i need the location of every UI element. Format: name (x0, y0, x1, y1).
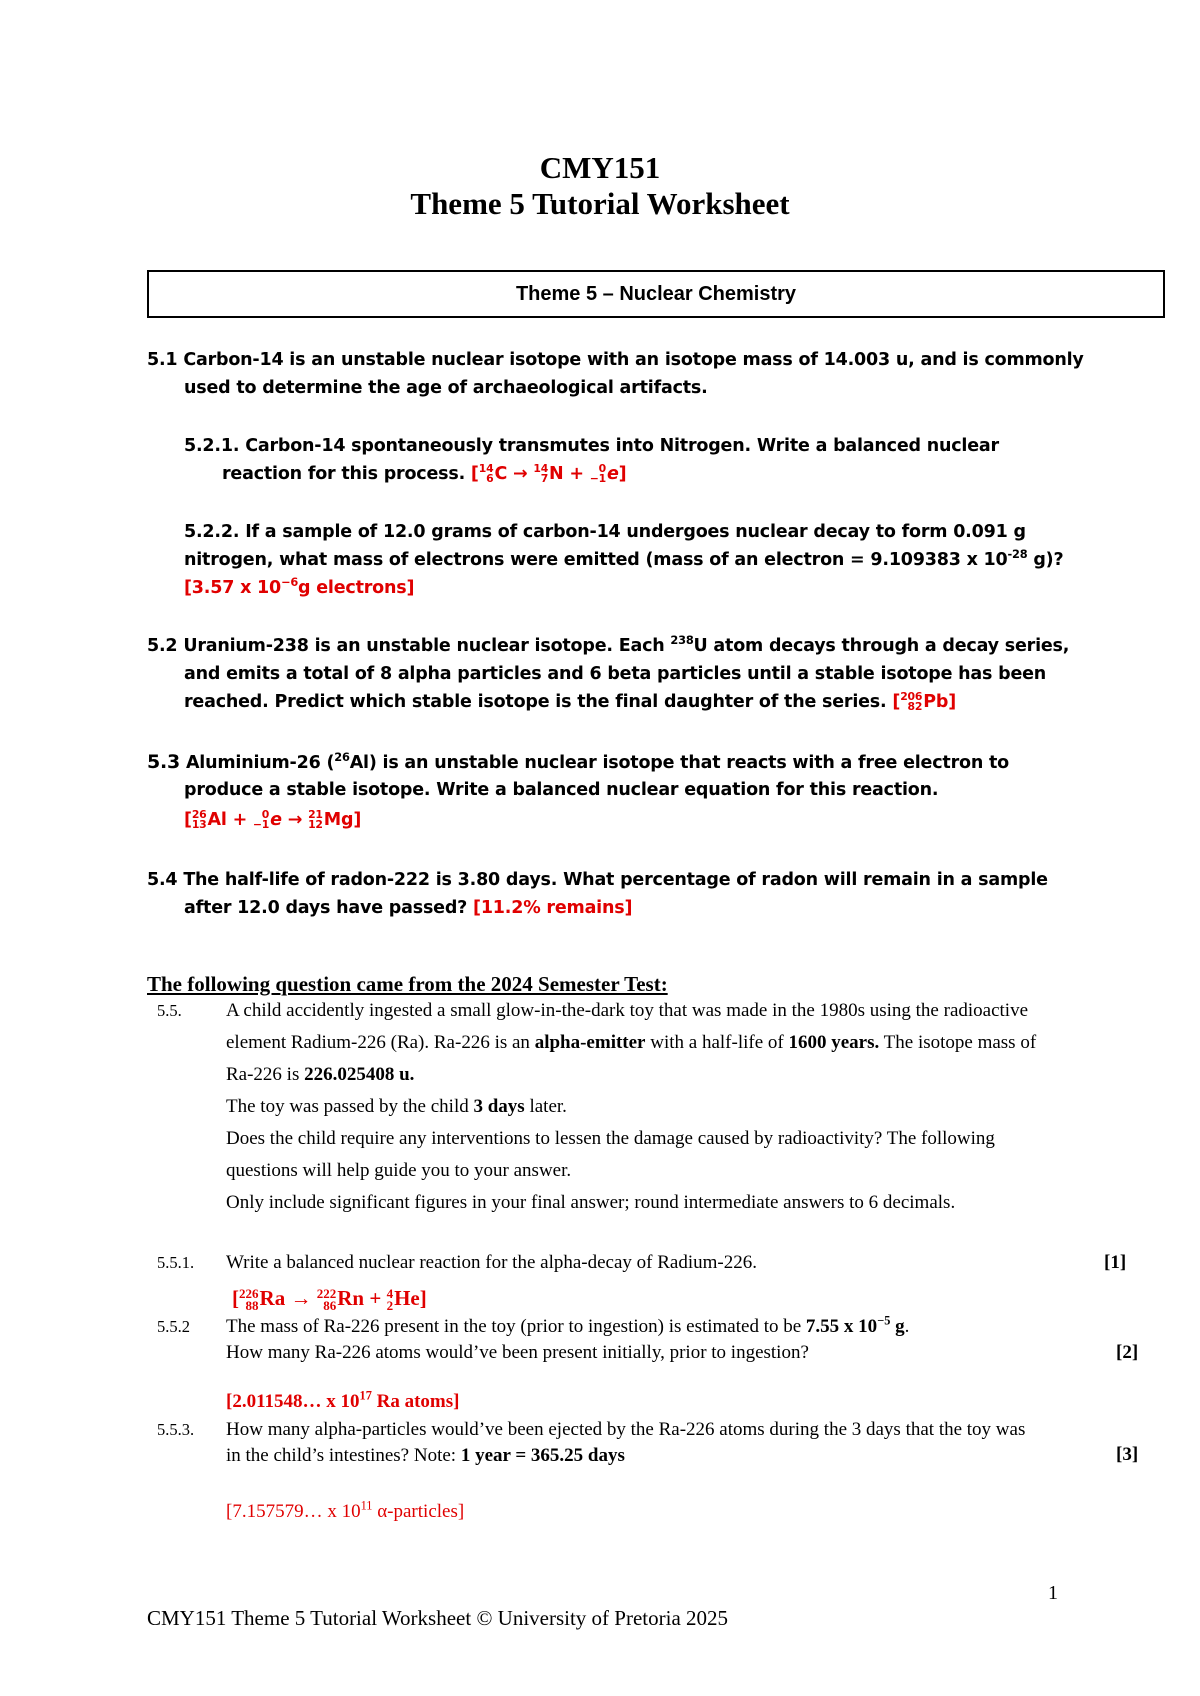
atomic-number: 6 (486, 472, 494, 485)
atomic-number: 88 (245, 1298, 259, 1314)
mass-number: 206 (900, 689, 923, 703)
plus-sign: + (226, 810, 253, 830)
marks: [3] (1116, 1444, 1139, 1465)
radium-isotope-numbers (239, 1285, 259, 1314)
nitrogen-isotope-numbers (533, 461, 549, 485)
question-5-5-2-line2: How many Ra-226 atoms would’ve been present initially, prior to ingestion? (226, 1342, 809, 1363)
question-text: g)? (1027, 550, 1064, 570)
mass-number: 14 (478, 461, 494, 475)
mass-superscript: 26 (334, 750, 350, 765)
answer-5-2-1 (470, 461, 627, 485)
question-5-5-line4 (226, 1091, 567, 1123)
question-label: 5.3 (147, 751, 181, 773)
electron-numbers (589, 461, 606, 485)
bold-text: 1 year = 365.25 days (460, 1445, 625, 1466)
text: later. (524, 1096, 567, 1117)
element-symbol: e (606, 464, 619, 484)
value: 7.55 x 10 (805, 1316, 878, 1337)
element-symbol: Al (207, 810, 227, 830)
question-5-2-2 (184, 518, 1026, 546)
answer-unit: g electrons] (298, 578, 415, 598)
answer-value: [3.57 x 10 (184, 578, 282, 598)
mass-number: 0 (598, 461, 606, 475)
question-5-4 (147, 866, 1048, 894)
text: element Radium-226 (Ra). Ra-226 is an (226, 1032, 535, 1053)
bold-text: 3 days (473, 1096, 525, 1117)
carbon-isotope-numbers (478, 461, 494, 485)
answer-5-2 (892, 689, 956, 713)
answer-value: [2.011548… x 10 (226, 1391, 360, 1412)
element-symbol: C (494, 464, 508, 484)
page-title: Theme 5 Tutorial Worksheet (410, 186, 790, 221)
element-symbol: Mg (323, 810, 354, 830)
atomic-number: 86 (323, 1298, 337, 1314)
question-5-3 (147, 748, 1009, 777)
bracket-open: [ (184, 810, 192, 830)
question-label: 5.2.2. (184, 522, 240, 542)
text: . (904, 1316, 910, 1337)
question-label: 5.2 (147, 636, 178, 656)
element-symbol: Rn (337, 1286, 365, 1310)
question-label: 5.4 (147, 870, 178, 890)
helium-isotope-numbers (386, 1285, 394, 1314)
question-5-2-1 (184, 432, 999, 460)
section-heading: The following question came from the 2024 Semester Test: (147, 972, 668, 996)
question-5-5-line7: Only include significant figures in your final answer; round intermediate answers to 6 decimals. (226, 1192, 956, 1213)
bold-text: 226.025408 u. (304, 1064, 415, 1085)
reaction-arrow: → (285, 1286, 317, 1310)
question-label: 5.2.1. (184, 436, 240, 456)
plus-sign: + (563, 464, 590, 484)
footer-text: CMY151 Theme 5 Tutorial Worksheet © University of Pretoria 2025 (147, 1606, 729, 1630)
question-text: reached. Predict which stable isotope is the final daughter of the series. (184, 692, 887, 712)
element-symbol: e (270, 810, 282, 830)
electron-numbers (252, 807, 270, 831)
unit: g (890, 1316, 905, 1337)
mass-superscript: 238 (670, 633, 694, 648)
aluminium-isotope-numbers (191, 807, 207, 831)
mass-number: 4 (386, 1285, 394, 1301)
question-text: Al) is an unstable nuclear isotope that reacts with a free electron to (349, 753, 1009, 773)
text: The isotope mass of (879, 1032, 1037, 1053)
page-number: 1 (1048, 1582, 1058, 1604)
bracket-open: [ (470, 464, 479, 484)
question-5-5-line2 (226, 1027, 1036, 1059)
magnesium-isotope-numbers (308, 807, 323, 831)
question-5-5-line6: questions will help guide you to your answer. (226, 1160, 572, 1181)
text: with a half-life of (645, 1032, 789, 1053)
question-text: Carbon-14 is an unstable nuclear isotope with an isotope mass of 14.003 u, and is commonly (183, 350, 1084, 370)
answer-value: [7.157579… x 10 (226, 1501, 361, 1522)
question-5-5-line5: Does the child require any interventions to lessen the damage caused by radioactivity? The following (226, 1128, 995, 1149)
bold-value (805, 1313, 905, 1337)
text: Ra-226 is (226, 1064, 305, 1085)
question-5-2-1-line2 (222, 460, 626, 488)
mass-number: 226 (239, 1285, 259, 1301)
mass-number: 14 (533, 461, 549, 475)
atomic-number: −1 (252, 818, 270, 831)
plus-sign: + (364, 1286, 387, 1310)
exponent: 11 (360, 1498, 373, 1513)
question-5-1-line2: used to determine the age of archaeological artifacts. (184, 378, 708, 398)
element-symbol: N (549, 464, 564, 484)
bold-text: alpha-emitter (534, 1032, 646, 1053)
reaction-arrow: → (507, 464, 534, 484)
exponent: -28 (1007, 547, 1028, 562)
question-5-2 (147, 632, 1069, 660)
question-label: 5.5.3. (157, 1420, 195, 1439)
radon-isotope-numbers (316, 1285, 337, 1314)
bracket-close: ] (618, 464, 627, 484)
question-5-5-3-line1: How many alpha-particles would’ve been ejected by the Ra-226 atoms during the 3 days that the toy was (226, 1419, 1026, 1440)
question-5-5-line1: A child accidently ingested a small glow-in-the-dark toy that was made in the 1980s using the radioactive (226, 1000, 1029, 1021)
question-text: The half-life of radon-222 is 3.80 days. What percentage of radon will remain in a sample (183, 870, 1048, 890)
bracket-open: [ (232, 1286, 239, 1310)
answer-5-2-2 (184, 574, 414, 602)
question-label: 5.1 (147, 350, 178, 370)
bracket-close: ] (948, 692, 956, 712)
question-5-2-line2: and emits a total of 8 alpha particles and 6 beta particles until a stable isotope has been (184, 664, 1047, 684)
question-text: Carbon-14 spontaneously transmutes into Nitrogen. Write a balanced nuclear (245, 436, 999, 456)
question-5-5-line3 (226, 1059, 414, 1091)
element-symbol: Ra (259, 1286, 286, 1310)
lead-isotope-numbers (900, 689, 923, 713)
mass-number: 222 (316, 1285, 337, 1301)
atomic-number: 82 (907, 700, 923, 713)
question-5-2-line3 (184, 688, 956, 716)
question-label: 5.5. (157, 1001, 182, 1020)
course-code: CMY151 (539, 150, 661, 185)
question-label: 5.5.1. (157, 1253, 195, 1272)
question-label: 5.5.2 (157, 1317, 190, 1336)
question-5-4-line2 (184, 894, 632, 922)
atomic-number: 2 (386, 1298, 394, 1314)
text: The mass of Ra-226 present in the toy (prior to ingestion) is estimated to be (226, 1316, 806, 1337)
bracket-close: ] (419, 1286, 427, 1310)
question-text: Uranium-238 is an unstable nuclear isotope. Each (183, 636, 671, 656)
question-text: Aluminium-26 ( (185, 753, 335, 773)
theme-box: Theme 5 – Nuclear Chemistry (147, 270, 1165, 318)
question-text: nitrogen, what mass of electrons were emitted (mass of an electron = 9.109383 x 10 (184, 550, 1008, 570)
question-text: U atom decays through a decay series, (693, 636, 1070, 656)
exponent: 17 (359, 1388, 372, 1403)
element-symbol: He (394, 1286, 420, 1310)
question-5-5-3-line2 (226, 1440, 625, 1472)
mass-number: 26 (191, 807, 207, 821)
answer-5-5-3 (226, 1496, 464, 1528)
answer-5-4: [11.2% remains] (473, 898, 633, 918)
question-5-2-2-line2 (184, 546, 1063, 574)
question-5-5-1: Write a balanced nuclear reaction for the alpha-decay of Radium-226. (226, 1252, 757, 1273)
answer-unit: Ra atoms] (371, 1391, 460, 1412)
mass-number: 0 (261, 807, 270, 821)
reaction-arrow: → (281, 810, 309, 830)
answer-5-3 (184, 806, 361, 834)
exponent: −5 (877, 1313, 891, 1328)
atomic-number: 7 (540, 472, 549, 485)
bold-text: 1600 years. (788, 1032, 880, 1053)
bracket-open: [ (892, 692, 901, 712)
atomic-number: 13 (191, 818, 207, 831)
question-text: If a sample of 12.0 grams of carbon-14 undergoes nuclear decay to form 0.091 g (245, 522, 1026, 542)
marks: [2] (1116, 1342, 1139, 1363)
atomic-number: 12 (308, 818, 323, 831)
answer-unit: α-particles] (372, 1501, 465, 1522)
question-5-1 (147, 346, 1084, 374)
element-symbol: Pb (923, 692, 949, 712)
exponent: −6 (281, 575, 299, 590)
bracket-close: ] (353, 810, 362, 830)
text: The toy was passed by the child (226, 1096, 474, 1117)
atomic-number: −1 (589, 472, 606, 485)
question-text: reaction for this process. (222, 464, 466, 484)
answer-5-5-1 (232, 1282, 427, 1314)
mass-number: 21 (308, 807, 323, 821)
question-text: after 12.0 days have passed? (184, 898, 468, 918)
question-5-3-line2: produce a stable isotope. Write a balanced nuclear equation for this reaction. (184, 780, 939, 800)
text: in the child’s intestines? Note: (226, 1445, 461, 1466)
marks: [1] (1104, 1252, 1127, 1273)
